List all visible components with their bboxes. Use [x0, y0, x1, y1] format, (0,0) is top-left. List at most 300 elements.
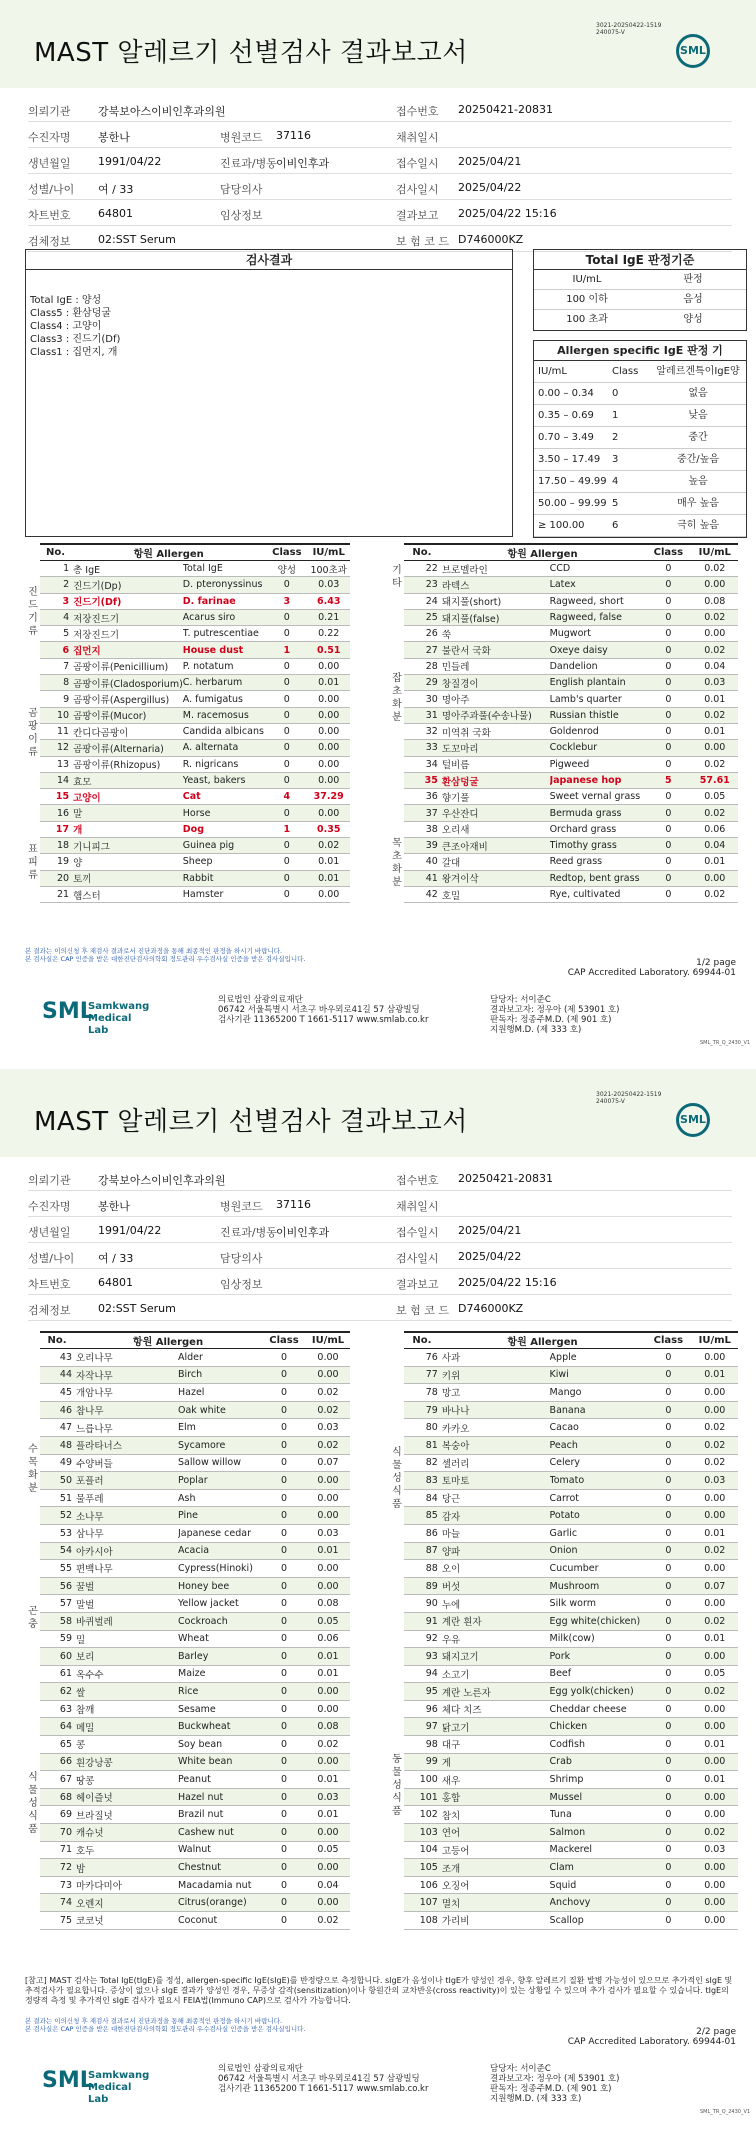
table-header-row: [404, 1332, 738, 1349]
signer-line: 판독자: 정종주M.D. (제 901 호): [490, 2084, 612, 2094]
allergen-english: Maize: [178, 1665, 262, 1683]
signer-line: 판독자: 정종주M.D. (제 901 호): [490, 1015, 612, 1025]
result-box: [25, 249, 513, 537]
table-row: [404, 1419, 738, 1437]
allergen-english: Brazil nut: [178, 1806, 262, 1824]
table-row: [40, 675, 350, 691]
table-row: [40, 658, 350, 674]
allergen-iu: 0.06: [692, 821, 738, 837]
allergen-class: 0: [262, 1859, 306, 1877]
allergen-english: Peanut: [178, 1771, 262, 1789]
allergen-korean: 당근: [440, 1489, 550, 1507]
allergen-class: 0: [262, 1349, 306, 1367]
allergen-iu: 0.02: [692, 561, 738, 577]
info-value: D746000KZ: [458, 1302, 524, 1315]
col-class-header: Class: [645, 544, 691, 561]
table-row: [404, 691, 738, 707]
allergen-english: Tuna: [550, 1806, 646, 1824]
table-row: [404, 1859, 738, 1877]
info-label: 병원코드: [220, 1200, 263, 1213]
allergen-class: 0: [262, 1595, 306, 1613]
allergen-no: 83: [404, 1472, 440, 1490]
criteria-cell: 2: [612, 432, 619, 443]
allergen-iu: 0.01: [306, 1806, 350, 1824]
allergen-no: 102: [404, 1806, 440, 1824]
table-row: [404, 1472, 738, 1490]
info-label: 성별/나이: [28, 183, 75, 196]
allergen-no: 16: [40, 805, 71, 821]
allergen-class: 0: [645, 1700, 691, 1718]
criteria-head-cell: 판정: [683, 274, 703, 285]
allergen-class: 0: [262, 1366, 306, 1384]
allergen-iu: 0.00: [306, 1700, 350, 1718]
allergen-english: Carrot: [550, 1489, 646, 1507]
allergen-no: 12: [40, 740, 71, 756]
table-row: [404, 854, 738, 870]
allergen-english: Latex: [550, 577, 646, 593]
allergen-class: 0: [266, 658, 307, 674]
allergen-class: 0: [262, 1630, 306, 1648]
result-lines: Total IgE : 양성 Class5 : 환삼덩굴 Class4 : 고양이 Class3 : 진드기(Df) Class1 : 집먼지, 개: [30, 295, 121, 358]
allergen-english: Citrus(orange): [178, 1894, 262, 1912]
criteria-cell: 3: [612, 454, 619, 465]
table-row: [40, 1648, 350, 1666]
col-no-header: No.: [40, 544, 71, 561]
allergen-class: 0: [645, 658, 691, 674]
allergen-korean: 꿀벌: [74, 1577, 178, 1595]
allergen-english: Crab: [550, 1753, 646, 1771]
allergen-no: 3: [40, 593, 71, 609]
allergen-english: Hazel nut: [178, 1788, 262, 1806]
table-row: [40, 1366, 350, 1384]
allergen-english: Garlic: [550, 1524, 646, 1542]
col-no-header: No.: [40, 1332, 74, 1349]
criteria-cell: 매우 높음: [677, 498, 719, 509]
allergen-english: Pork: [550, 1648, 646, 1666]
allergen-english: R. nigricans: [183, 756, 266, 772]
allergen-class: 0: [266, 805, 307, 821]
allergen-english: Japanese hop: [550, 772, 646, 788]
allergen-iu: 0.00: [306, 1683, 350, 1701]
allergen-class: 0: [266, 854, 307, 870]
table-row: [404, 1648, 738, 1666]
allergen-korean: 콩: [74, 1736, 178, 1754]
allergen-no: 4: [40, 609, 71, 625]
allergen-iu: 0.02: [306, 1384, 350, 1402]
allergen-korean: 멸치: [440, 1894, 550, 1912]
table-row: [40, 1700, 350, 1718]
allergen-class: 0: [266, 756, 307, 772]
allergen-class: 0: [266, 870, 307, 886]
allergen-no: 18: [40, 838, 71, 854]
allergen-english: C. herbarum: [183, 675, 266, 691]
allergen-korean: 칸디다곰팡이: [71, 723, 183, 739]
cap-accreditation: CAP Accredited Laboratory. 69944-01: [567, 968, 736, 978]
info-label: 수진자명: [28, 1200, 71, 1213]
allergen-iu: 0.02: [692, 1612, 738, 1630]
criteria-cell: 0: [612, 388, 619, 399]
table-row: [404, 1736, 738, 1754]
table-row: [404, 1384, 738, 1402]
criteria-cell: 0.70 – 3.49: [538, 432, 594, 443]
allergen-class: 0: [266, 675, 307, 691]
table-row: [404, 1753, 738, 1771]
info-label: 검사일시: [396, 1252, 439, 1265]
allergen-korean: 카카오: [440, 1419, 550, 1437]
allergen-english: Macadamia nut: [178, 1876, 262, 1894]
allergen-english: Horse: [183, 805, 266, 821]
allergen-english: Hamster: [183, 886, 266, 902]
address-line: 의료법인 삼광의료재단: [218, 2064, 303, 2074]
allergen-korean: 창질경이: [440, 675, 550, 691]
info-label: 의뢰기관: [28, 105, 71, 118]
table-row: [40, 1753, 350, 1771]
allergen-korean: 우산잔디: [440, 805, 550, 821]
allergen-no: 97: [404, 1718, 440, 1736]
allergen-class: 0: [262, 1507, 306, 1525]
allergen-class: 0: [262, 1771, 306, 1789]
allergen-class: 0: [645, 642, 691, 658]
allergen-no: 78: [404, 1384, 440, 1402]
allergen-english: Coconut: [178, 1912, 262, 1930]
allergen-english: Sallow willow: [178, 1454, 262, 1472]
doc-code: [596, 22, 661, 36]
allergen-class: 0: [262, 1876, 306, 1894]
samkwang-name-line: Medical Lab: [88, 1013, 132, 1036]
allergen-korean: 총 IgE: [71, 561, 183, 577]
allergen-korean: 미역취 국화: [440, 723, 550, 739]
allergen-no: 105: [404, 1859, 440, 1877]
allergen-no: 96: [404, 1700, 440, 1718]
allergen-english: Timothy grass: [550, 838, 646, 854]
allergen-iu: 0.00: [692, 1806, 738, 1824]
allergen-iu: 0.03: [692, 1841, 738, 1859]
allergen-no: 29: [404, 675, 440, 691]
allergen-english: Wheat: [178, 1630, 262, 1648]
info-value: 2025/04/22 15:16: [458, 207, 557, 220]
criteria-cell: ≥ 100.00: [538, 520, 585, 531]
footnote-line: 본 결과는 이의신청 후 재검사 결과로서 진단과정을 통해 최종적인 판정을 하시기 바랍니다.: [25, 2017, 283, 2025]
samkwang-logo: [42, 995, 152, 1039]
allergen-english: Clam: [550, 1859, 646, 1877]
table-row: [40, 561, 350, 577]
allergen-iu: 0.00: [307, 740, 350, 756]
allergen-no: 54: [40, 1542, 74, 1560]
criteria-cell: 0.35 – 0.69: [538, 410, 594, 421]
allergen-class: 0: [262, 1472, 306, 1490]
allergen-class: 0: [262, 1788, 306, 1806]
allergen-no: 42: [404, 886, 440, 902]
allergen-class: 0: [266, 886, 307, 902]
allergen-iu: 0.01: [306, 1665, 350, 1683]
allergen-korean: 갈대: [440, 854, 550, 870]
table-row: [40, 1718, 350, 1736]
allergen-iu: 0.02: [692, 1436, 738, 1454]
group-label: 수 목 화 분: [28, 1443, 38, 1494]
report-header: [0, 1069, 756, 1157]
allergen-no: 90: [404, 1595, 440, 1613]
allergen-no: 6: [40, 642, 71, 658]
allergen-iu: 0.01: [692, 1771, 738, 1789]
allergen-korean: 바퀴벌레: [74, 1612, 178, 1630]
allergen-class: 0: [262, 1524, 306, 1542]
allergen-korean: 망고: [440, 1384, 550, 1402]
allergen-iu: 0.00: [306, 1824, 350, 1842]
allergen-no: 30: [404, 691, 440, 707]
allergen-iu: 0.00: [307, 886, 350, 902]
allergen-class: 5: [645, 772, 691, 788]
allergen-class: 0: [645, 707, 691, 723]
table-row: [40, 756, 350, 772]
allergen-class: 0: [645, 1859, 691, 1877]
allergen-no: 106: [404, 1876, 440, 1894]
signer-line: 지원행M.D. (제 333 호): [490, 2094, 582, 2104]
group-label: 곤 충: [28, 1605, 38, 1630]
allergen-class: 0: [645, 1718, 691, 1736]
criteria-head-cell: IU/mL: [572, 274, 602, 285]
table-row: [404, 1824, 738, 1842]
allergen-class: 0: [645, 561, 691, 577]
allergen-iu: 0.00: [692, 577, 738, 593]
allergen-no: 55: [40, 1560, 74, 1578]
allergen-iu: 0.00: [692, 1894, 738, 1912]
allergen-iu: 0.08: [306, 1718, 350, 1736]
allergen-english: Chestnut: [178, 1859, 262, 1877]
allergen-class: 0: [645, 1736, 691, 1754]
allergen-korean: 오리새: [440, 821, 550, 837]
allergen-english: Orchard grass: [550, 821, 646, 837]
allergen-class: 0: [645, 1472, 691, 1490]
allergen-class: 0: [266, 740, 307, 756]
allergen-korean: 오이: [440, 1560, 550, 1578]
allergen-no: 64: [40, 1718, 74, 1736]
allergen-class: 0: [262, 1753, 306, 1771]
info-label: 성별/나이: [28, 1252, 75, 1265]
allergen-iu: 0.00: [307, 658, 350, 674]
allergen-class: 양성: [266, 561, 307, 577]
col-no-header: No.: [404, 1332, 440, 1349]
table-row: [404, 1454, 738, 1472]
allergen-no: 86: [404, 1524, 440, 1542]
table-row: [404, 1912, 738, 1930]
allergen-no: 9: [40, 691, 71, 707]
allergen-english: Candida albicans: [183, 723, 266, 739]
table-row: [404, 1436, 738, 1454]
allergen-english: Cacao: [550, 1419, 646, 1437]
allergen-korean: 민들레: [440, 658, 550, 674]
allergen-english: Kiwi: [550, 1366, 646, 1384]
allergen-korean: 누에: [440, 1595, 550, 1613]
allergen-korean: 오리나무: [74, 1349, 178, 1367]
allergen-iu: 0.35: [307, 821, 350, 837]
allergen-no: 20: [40, 870, 71, 886]
allergen-iu: 0.00: [692, 1595, 738, 1613]
allergen-english: Shrimp: [550, 1771, 646, 1789]
allergen-iu: 0.00: [306, 1507, 350, 1525]
table-row: [40, 1841, 350, 1859]
allergen-english: Sesame: [178, 1700, 262, 1718]
allergen-iu: 0.00: [692, 1859, 738, 1877]
samkwang-name-line: Samkwang: [88, 1001, 150, 1012]
allergen-class: 0: [262, 1824, 306, 1842]
allergen-no: 62: [40, 1683, 74, 1701]
allergen-english: Ragweed, short: [550, 593, 646, 609]
allergen-korean: 새우: [440, 1771, 550, 1789]
criteria-head-cell: 알레르겐특이IgE양: [656, 366, 740, 377]
info-label: 생년월일: [28, 1226, 71, 1239]
group-label: 잡 초 화 분: [392, 673, 402, 724]
signer-line: 담당자: 서이준C: [490, 995, 551, 1005]
allergen-class: 0: [262, 1577, 306, 1595]
allergen-korean: 플라타너스: [74, 1436, 178, 1454]
table-row: [404, 626, 738, 642]
allergen-class: 0: [262, 1665, 306, 1683]
info-value: 1991/04/22: [98, 155, 162, 168]
allergen-iu: 0.00: [692, 626, 738, 642]
allergen-korean: 곰팡이류(Rhizopus): [71, 756, 183, 772]
group-label: 곰 팡 이 류: [28, 708, 38, 758]
allergen-class: 0: [645, 789, 691, 805]
table-row: [40, 626, 350, 642]
allergen-iu: 0.00: [692, 870, 738, 886]
lab-address: [218, 2064, 428, 2094]
info-value: D746000KZ: [458, 233, 524, 246]
allergen-no: 38: [404, 821, 440, 837]
allergen-iu: 0.00: [692, 1384, 738, 1402]
table-row: [40, 642, 350, 658]
allergen-class: 3: [266, 593, 307, 609]
allergen-class: 0: [645, 1824, 691, 1842]
allergen-english: Sheep: [183, 854, 266, 870]
info-value: 여 / 33: [98, 183, 134, 196]
col-no-header: No.: [404, 544, 440, 561]
allergen-no: 11: [40, 723, 71, 739]
allergen-no: 57: [40, 1595, 74, 1613]
allergen-class: 0: [262, 1648, 306, 1666]
info-label: 임상정보: [220, 1278, 263, 1291]
allergen-korean: 밤: [74, 1859, 178, 1877]
table-row: [40, 1454, 350, 1472]
allergen-iu: 0.01: [306, 1648, 350, 1666]
samkwang-logo-text: [88, 1001, 152, 1037]
info-value: 봉한나: [98, 131, 130, 144]
allergen-korean: 소나무: [74, 1507, 178, 1525]
table-row: [40, 805, 350, 821]
allergen-english: Acarus siro: [183, 609, 266, 625]
table-row: [404, 1612, 738, 1630]
table-row: [40, 1384, 350, 1402]
criteria-cell: 낮음: [688, 410, 708, 421]
page-number: 2/2 page: [696, 2027, 736, 2037]
info-value: 강북보아스이비인후과의원: [98, 105, 226, 118]
allergen-korean: 계란 흰자: [440, 1612, 550, 1630]
group-label: 목 초 화 분: [392, 837, 402, 888]
allergen-iu: 0.04: [306, 1876, 350, 1894]
allergen-english: White bean: [178, 1753, 262, 1771]
allergen-english: Cockroach: [178, 1612, 262, 1630]
allergen-no: 33: [404, 740, 440, 756]
criteria-cell: 중간/높음: [676, 454, 719, 465]
allergen-no: 60: [40, 1648, 74, 1666]
allergen-korean: 복숭아: [440, 1436, 550, 1454]
allergen-korean: 말벌: [74, 1595, 178, 1613]
allergen-english: CCD: [550, 561, 646, 577]
criteria-cell: 3.50 – 17.49: [538, 454, 601, 465]
allergen-class: 0: [645, 1524, 691, 1542]
samkwang-logo-icon: SML: [42, 2068, 94, 2093]
sml-logo-icon: SML: [676, 34, 710, 68]
allergen-korean: 쑥: [440, 626, 550, 642]
cap-accreditation: CAP Accredited Laboratory. 69944-01: [567, 2037, 736, 2047]
criteria-head-cell: IU/mL: [538, 366, 567, 377]
group-label: 기 타: [392, 565, 402, 590]
info-label: 수진자명: [28, 131, 71, 144]
allergen-iu: 0.03: [306, 1788, 350, 1806]
info-label: 차트번호: [28, 1278, 71, 1291]
allergen-iu: 0.02: [692, 756, 738, 772]
table-row: [404, 1507, 738, 1525]
allergen-english: Total IgE: [183, 561, 266, 577]
allergen-iu: 0.02: [692, 1824, 738, 1842]
info-value: 2025/04/21: [458, 1224, 522, 1237]
allergen-english: Cashew nut: [178, 1824, 262, 1842]
allergen-no: 87: [404, 1542, 440, 1560]
table-row: [40, 1859, 350, 1877]
col-iu-header: IU/mL: [307, 544, 350, 561]
allergen-class: 0: [645, 1788, 691, 1806]
allergen-korean: 도꼬마리: [440, 740, 550, 756]
info-row: [28, 1295, 732, 1321]
allergen-no: 84: [404, 1489, 440, 1507]
total-ige-criteria: [533, 249, 747, 331]
table-row: [40, 1665, 350, 1683]
allergen-class: 0: [645, 1894, 691, 1912]
criteria-cell: 극히 높음: [677, 520, 719, 531]
allergen-no: 74: [40, 1894, 74, 1912]
info-label: 차트번호: [28, 209, 71, 222]
page-number-block: [568, 2027, 736, 2047]
criteria-row: [534, 449, 746, 471]
allergen-korean: 쌀: [74, 1683, 178, 1701]
allergen-iu: 0.01: [692, 1630, 738, 1648]
allergen-english: Redtop, bent grass: [550, 870, 646, 886]
allergen-iu: 0.03: [692, 675, 738, 691]
info-value: 2025/04/22: [458, 1250, 522, 1263]
group-label: 동 물 성 식 품: [392, 1753, 402, 1817]
allergen-class: 4: [266, 789, 307, 805]
allergen-english: Cocklebur: [550, 740, 646, 756]
allergen-korean: 집먼지: [71, 642, 183, 658]
allergen-korean: 느릅나무: [74, 1419, 178, 1437]
allergen-korean: 저장진드기: [71, 609, 183, 625]
allergen-class: 0: [645, 854, 691, 870]
allergen-class: 0: [645, 1771, 691, 1789]
info-label: 접수번호: [396, 105, 439, 118]
allergen-class: 0: [645, 1560, 691, 1578]
col-class-header: Class: [266, 544, 307, 561]
info-value: 2025/04/21: [458, 155, 522, 168]
allergen-class: 0: [262, 1560, 306, 1578]
allergen-english: Tomato: [550, 1472, 646, 1490]
table-row: [40, 1894, 350, 1912]
samkwang-logo-text: [88, 2070, 152, 2106]
table-row: [404, 1401, 738, 1419]
specific-ige-criteria-title: Allergen specific IgE 판정 기: [534, 341, 746, 361]
allergen-class: 0: [262, 1454, 306, 1472]
allergen-iu: 0.04: [692, 838, 738, 854]
allergen-english: Bermuda grass: [550, 805, 646, 821]
allergen-class: 0: [645, 1507, 691, 1525]
